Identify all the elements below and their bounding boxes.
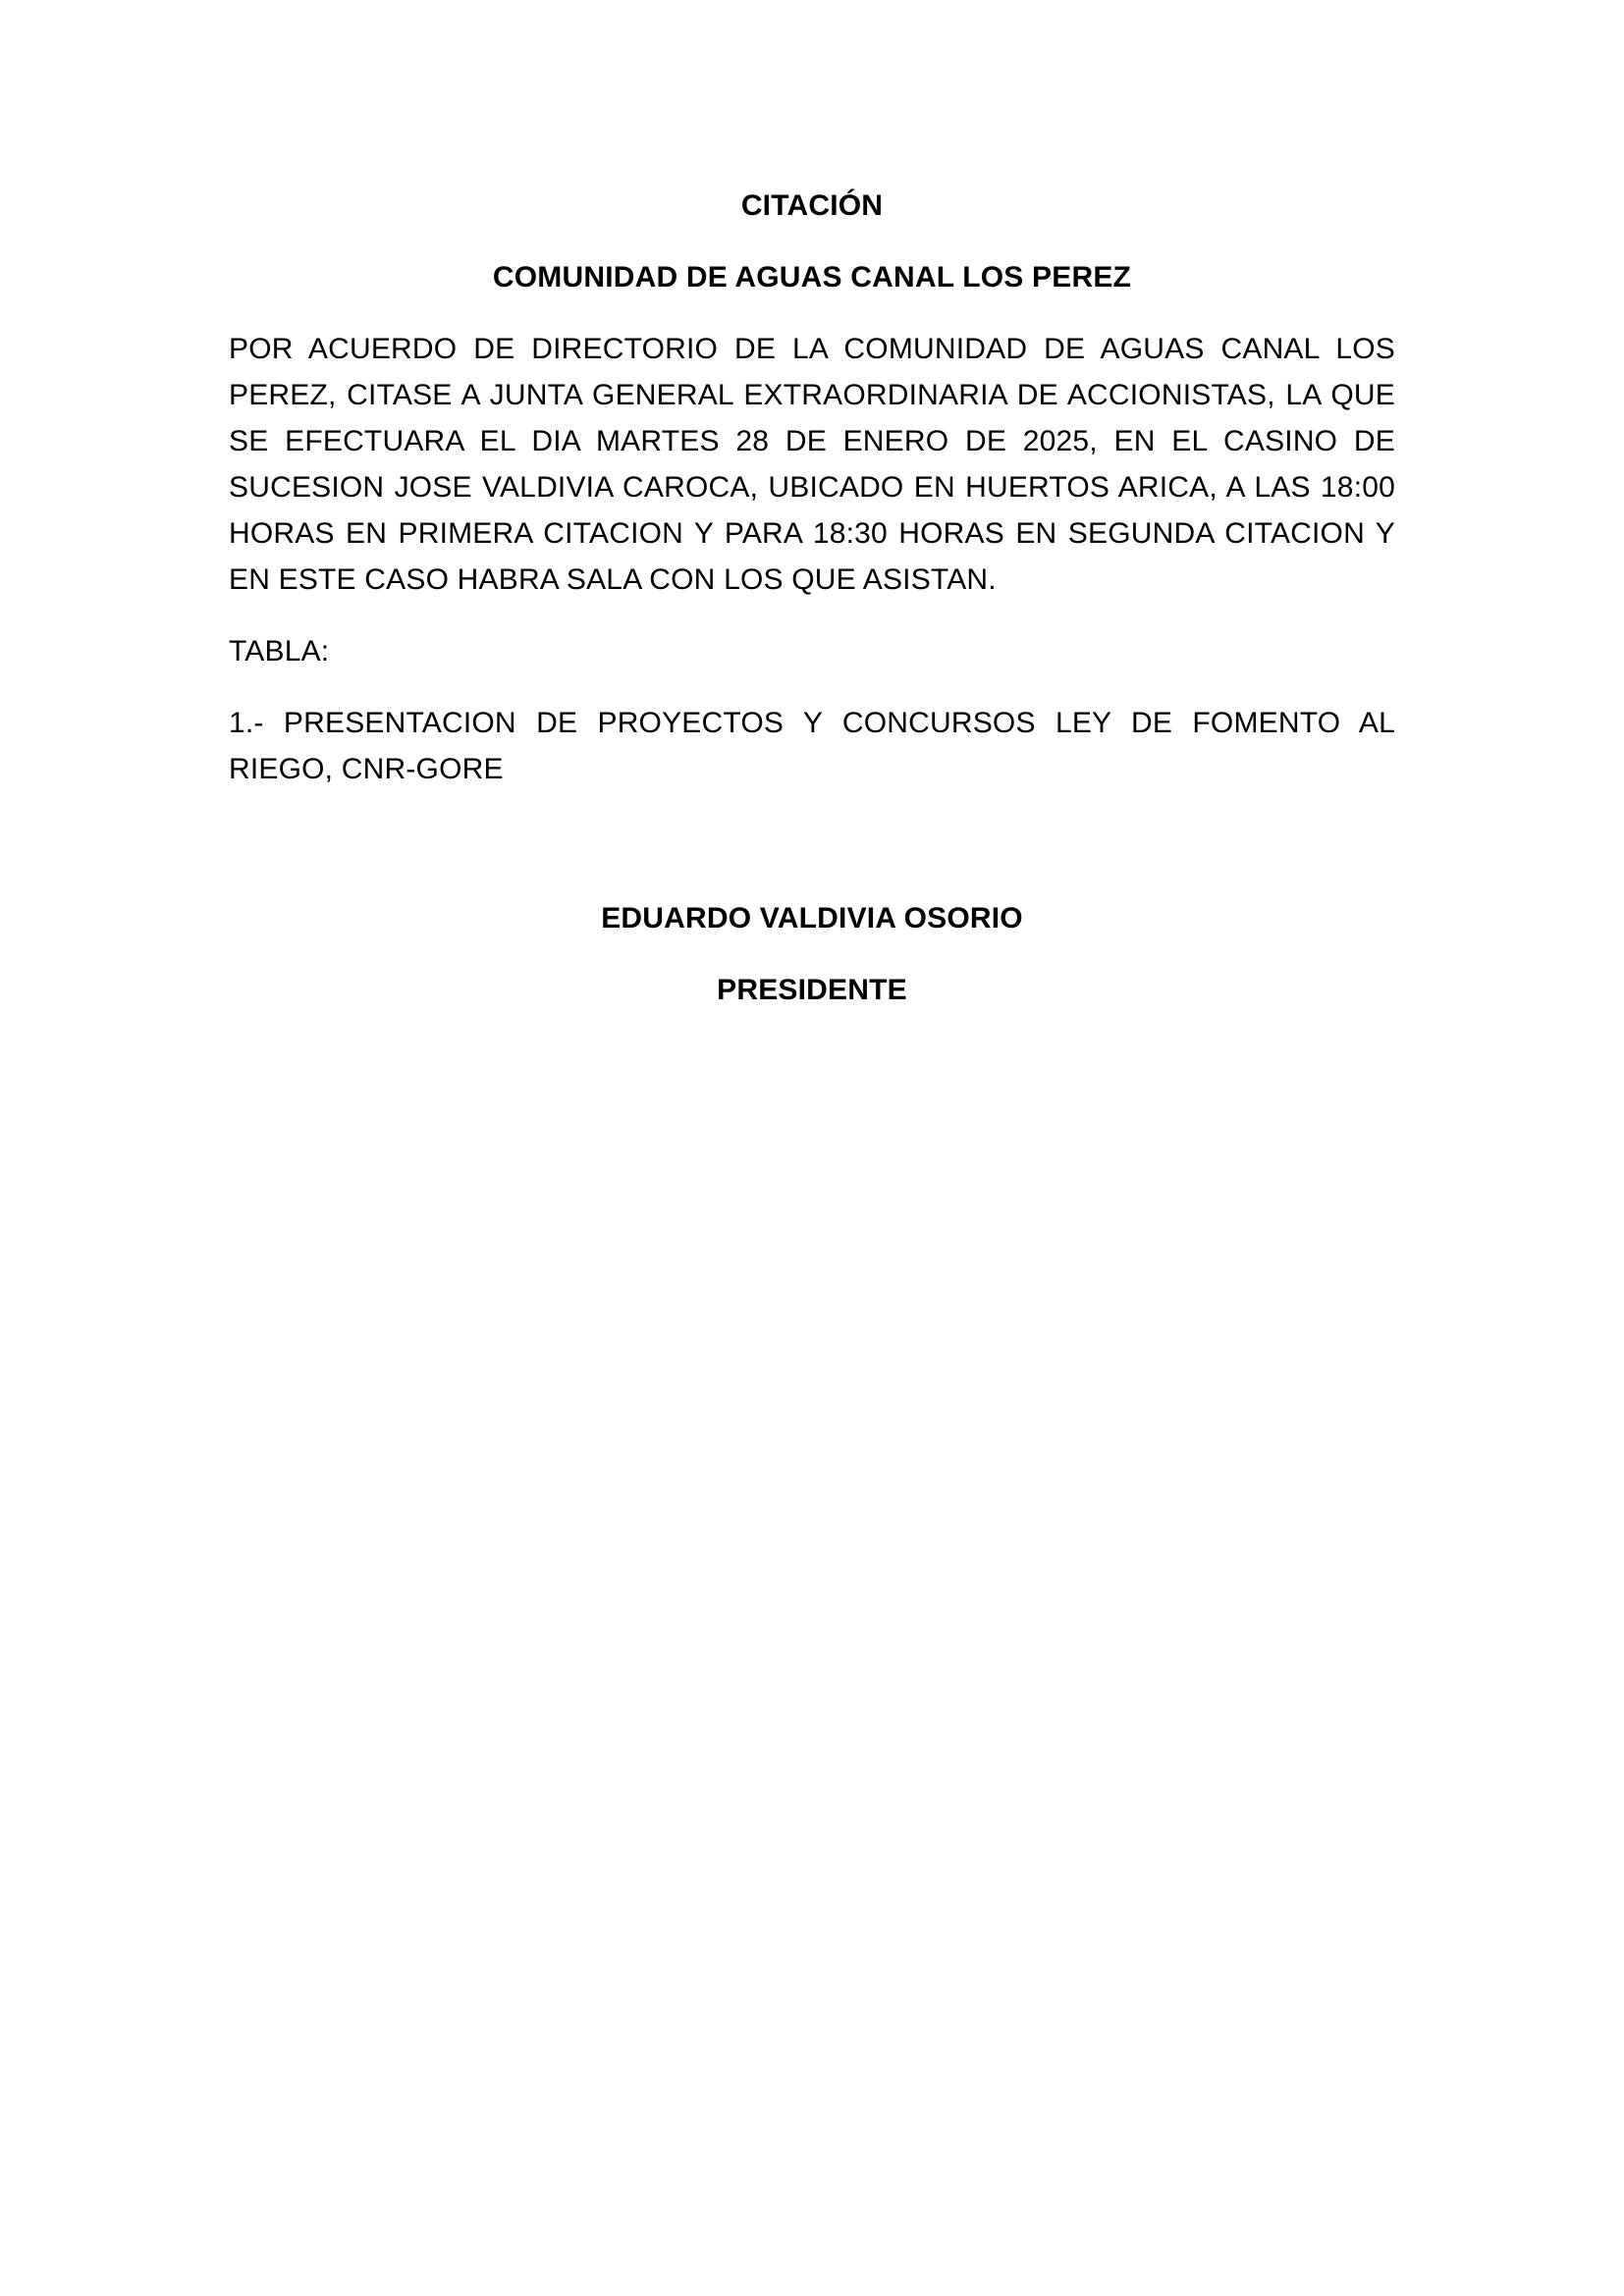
- signature-block: [229, 895, 1395, 1013]
- agenda-item-1: 1.- PRESENTACION DE PROYECTOS Y CONCURSOS LEY DE FOMENTO AL RIEGO, CNR-GORE: [229, 707, 1395, 785]
- agenda-label: TABLA:: [229, 635, 330, 667]
- body-paragraph: POR ACUERDO DE DIRECTORIO DE LA COMUNIDAD DE AGUAS CANAL LOS PEREZ, CITASE A JUNTA GENERAL EXTRAORDINARIA DE ACCIONISTAS, LA QUE SE EFECTUARA EL DIA MARTES 28 DE ENERO DE 2025, EN EL CASINO DE SUCESION JOSE VALDIVIA CAROCA, UBICADO EN HUERTOS ARICA, A LAS 18:00 HORAS EN PRIMERA CITACION Y PARA 18:30 HORAS EN SEGUNDA CITACION Y EN ESTE CASO HABRA SALA CON LOS QUE ASISTAN.: [229, 333, 1395, 596]
- document-title: CITACIÓN: [740, 189, 884, 222]
- document-subtitle: COMUNIDAD DE AGUAS CANAL LOS PEREZ: [492, 261, 1132, 294]
- signature-title: PRESIDENTE: [717, 974, 907, 1006]
- signature-name: EDUARDO VALDIVIA OSORIO: [601, 902, 1023, 934]
